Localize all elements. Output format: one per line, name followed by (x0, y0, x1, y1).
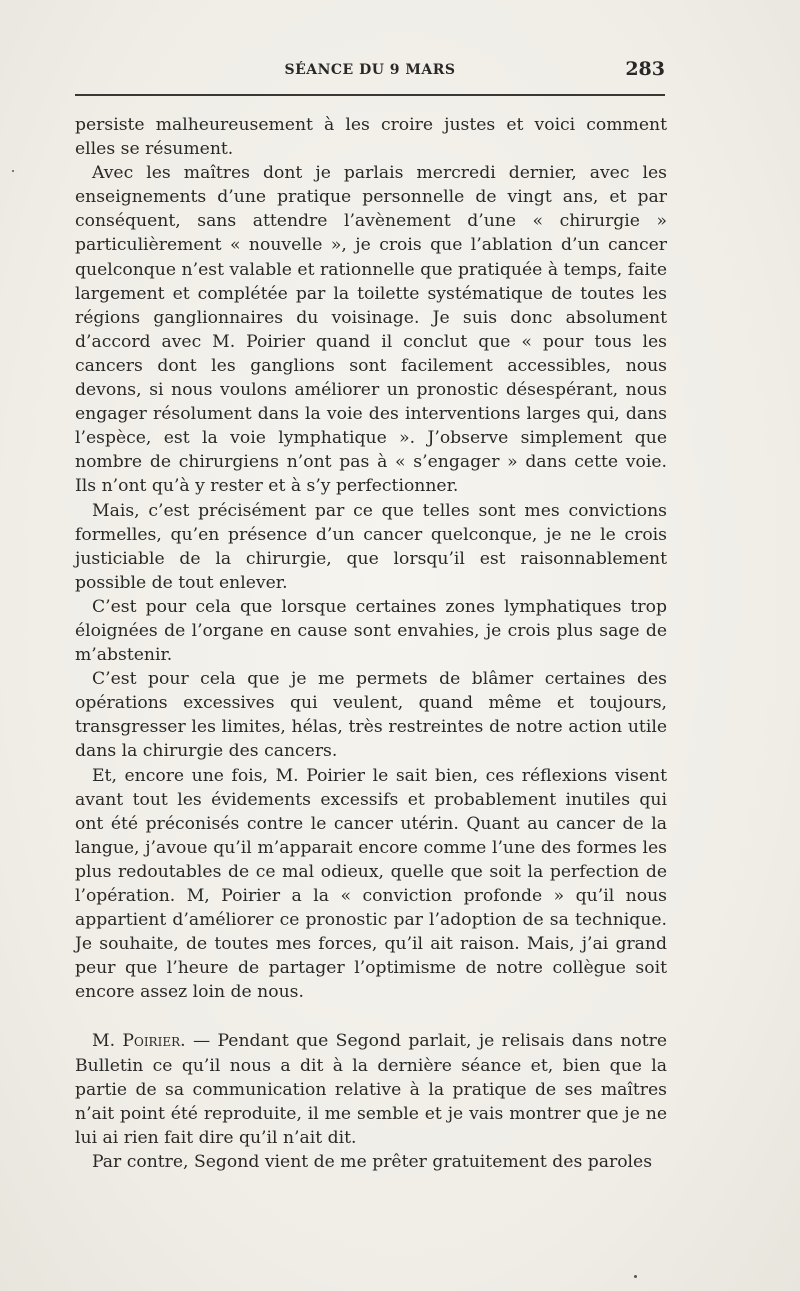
page-header (75, 58, 665, 88)
paragraph: Par contre, Segond vient de me prêter gratuitement des paroles (92, 1151, 653, 1172)
page-number: 283 (625, 58, 665, 80)
speech-paragraph (75, 1029, 667, 1149)
ink-speck (634, 1275, 637, 1278)
paragraph: persiste malheureusement à les croire justes et voici comment elles se résument. (75, 115, 667, 160)
paragraph: Avec les maîtres dont je parlais mercredi dernier, avec les enseignements d’une pratique personnelle de vingt ans, et par conséquent, sans attendre l’avènement d’une « chirurgie » particulièrement « nouvelle », je crois que l’ablation d’un cancer quelconque n’est valable et rationnelle que pratiquée à temps, faite largement et complétée par la toilette systématique de toutes les régions ganglionnaires du voisinage. Je suis donc absolument d’accord avec M. Poirier quand il conclut que « pour tous les cancers dont les ganglions sont facilement accessibles, nous devons, si nous voulons améliorer un pronostic désespérant, nous engager résolument dans la voie des interventions larges qui, dans l’espèce, est la voie lymphatique ». J’observe simplement que nombre de chirurgiens n’ont pas à « s’engager » dans cette voie. Ils n’ont qu’à y rester et à s’y perfectionner. (75, 163, 667, 497)
body-text (75, 113, 667, 1174)
running-title: SÉANCE DU 9 MARS (284, 62, 456, 78)
paragraph: Mais, c’est précisément par ce que telles sont mes convictions formelles, qu’en présence d’un cancer quelconque, je ne le crois justiciable de la chirurgie, que lorsqu’il est raisonnablement possible de tout enlever. (75, 500, 667, 593)
header-rule (75, 94, 665, 96)
speaker-name: M. Poirier. (92, 1031, 186, 1052)
paragraph: C’est pour cela que je me permets de blâmer certaines des opérations excessives qui veulent, quand même et toujours, transgresser les limites, hélas, très restreintes de notre action utile dans la chirurgie des cancers. (75, 669, 667, 762)
speech-text: — Pendant que Segond parlait, je relisais dans notre Bulletin ce qu’il nous a dit à la dernière séance et, bien que la partie de sa communication relative à la pratique de ses maîtres n’ait point été reproduite, il me semble et je vais montrer que je ne lui ai rien fait dire qu’il n’ait dit. (75, 1031, 667, 1148)
paragraph: C’est pour cela que lorsque certaines zones lymphatiques trop éloignées de l’organe en cause sont envahies, je crois plus sage de m’abstenir. (75, 596, 667, 666)
ink-speck (12, 170, 14, 172)
paragraph: Et, encore une fois, M. Poirier le sait bien, ces réflexions visent avant tout les évidements excessifs et probablement inutiles qui ont été préconisés contre le cancer utérin. Quant au cancer de la langue, j’avoue qu’il m’apparait encore comme l’une des formes les plus redoutables de ce mal odieux, quelle que soit la perfection de l’opération. M, Poirier a la « conviction profonde » qu’il nous appartient d’améliorer ce pronostic par l’adoption de sa technique. Je souhaite, de toutes mes forces, qu’il ait raison. Mais, j’ai grand peur que l’heure de partager l’optimisme de notre collègue soit encore assez loin de nous. (75, 765, 667, 1003)
